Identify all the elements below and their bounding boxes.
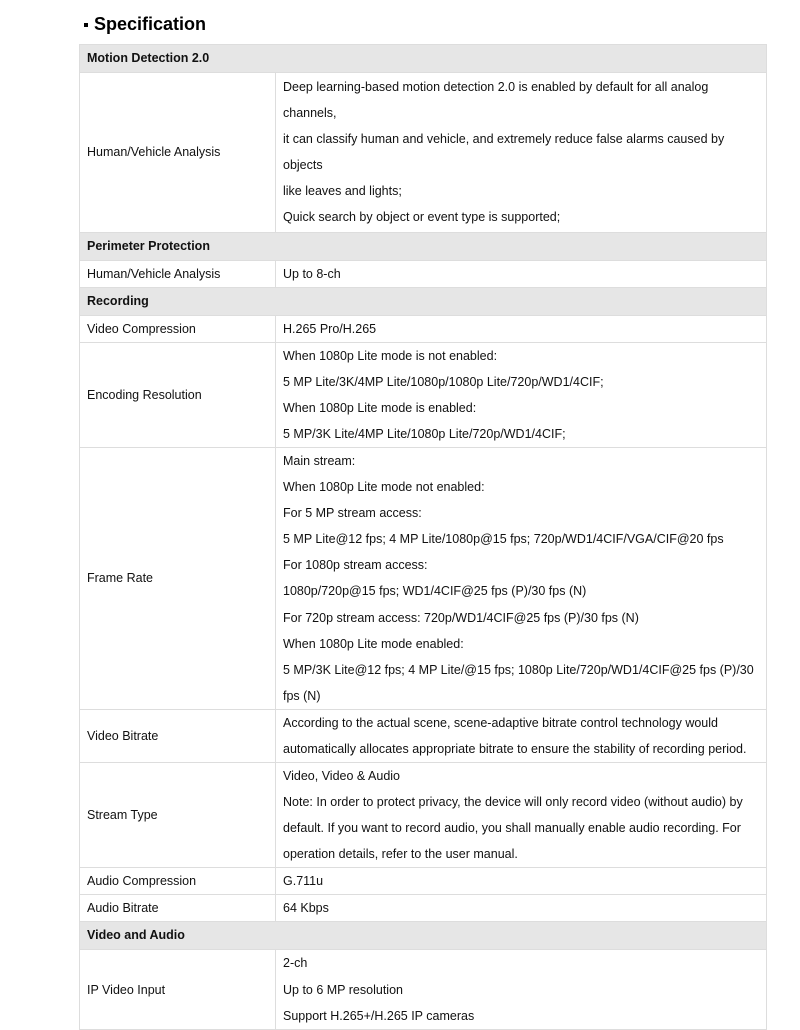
value-line: 5 MP Lite@12 fps; 4 MP Lite/1080p@15 fps; 720p/WD1/4CIF/VGA/CIF@20 fps bbox=[283, 532, 724, 547]
table-row bbox=[80, 73, 767, 233]
value-line: 5 MP/3K Lite@12 fps; 4 MP Lite/@15 fps; 1080p Lite/720p/WD1/4CIF@25 fps (P)/30 bbox=[283, 662, 754, 677]
row-label: Encoding Resolution bbox=[80, 342, 276, 447]
row-label: Human/Vehicle Analysis bbox=[80, 73, 276, 233]
row-value: 64 Kbps bbox=[276, 895, 767, 922]
section-row-recording bbox=[80, 287, 767, 315]
row-label: Audio Compression bbox=[80, 868, 276, 895]
table-row bbox=[80, 868, 767, 895]
value-line: For 1080p stream access: bbox=[283, 558, 428, 573]
table-row bbox=[80, 315, 767, 342]
value-line: Video, Video & Audio bbox=[283, 769, 400, 784]
value-line: 5 MP/3K Lite/4MP Lite/1080p Lite/720p/WD1/4CIF; bbox=[283, 426, 566, 441]
value-line: like leaves and lights; bbox=[283, 184, 402, 199]
value-line: For 5 MP stream access: bbox=[283, 506, 422, 521]
row-label: Video Bitrate bbox=[80, 709, 276, 762]
table-row bbox=[80, 950, 767, 1029]
value-line: When 1080p Lite mode is not enabled: bbox=[283, 348, 498, 363]
bullet-icon bbox=[84, 23, 88, 27]
row-value bbox=[276, 950, 767, 1029]
row-label: IP Video Input bbox=[80, 950, 276, 1029]
value-line: fps (N) bbox=[283, 688, 321, 703]
table-row bbox=[80, 763, 767, 868]
value-line: Quick search by object or event type is supported; bbox=[283, 210, 561, 225]
row-value bbox=[276, 342, 767, 447]
value-line: Note: In order to protect privacy, the device will only record video (without audio) by bbox=[283, 795, 743, 810]
value-line: For 720p stream access: 720p/WD1/4CIF@25 fps (P)/30 fps (N) bbox=[283, 610, 639, 625]
value-line: 2-ch bbox=[283, 956, 308, 971]
value-line: Up to 6 MP resolution bbox=[283, 982, 403, 997]
row-label: Video Compression bbox=[80, 315, 276, 342]
value-line: Deep learning-based motion detection 2.0 is enabled by default for all analog channels, bbox=[283, 80, 709, 121]
table-row bbox=[80, 447, 767, 709]
section-row-motion-detection bbox=[80, 45, 767, 73]
row-label: Frame Rate bbox=[80, 447, 276, 709]
row-value: G.711u bbox=[276, 868, 767, 895]
value-line: default. If you want to record audio, you shall manually enable audio recording. For bbox=[283, 821, 741, 836]
value-line: When 1080p Lite mode enabled: bbox=[283, 636, 464, 651]
row-label: Stream Type bbox=[80, 763, 276, 868]
value-line: According to the actual scene, scene-adaptive bitrate control technology would bbox=[283, 715, 718, 730]
value-line: Support H.265+/H.265 IP cameras bbox=[283, 1008, 475, 1023]
row-label: Audio Bitrate bbox=[80, 895, 276, 922]
value-line: it can classify human and vehicle, and extremely reduce false alarms caused by objects bbox=[283, 132, 725, 173]
row-label: Human/Vehicle Analysis bbox=[80, 260, 276, 287]
table-row bbox=[80, 709, 767, 762]
specification-table bbox=[79, 44, 767, 1030]
value-line: automatically allocates appropriate bitrate to ensure the stability of recording period. bbox=[283, 741, 747, 756]
row-value: H.265 Pro/H.265 bbox=[276, 315, 767, 342]
table-row bbox=[80, 260, 767, 287]
value-line: When 1080p Lite mode not enabled: bbox=[283, 480, 485, 495]
value-line: Main stream: bbox=[283, 453, 356, 468]
section-row-perimeter-protection bbox=[80, 232, 767, 260]
row-value bbox=[276, 763, 767, 868]
row-value: Up to 8-ch bbox=[276, 260, 767, 287]
section-title: Motion Detection 2.0 bbox=[80, 45, 767, 73]
section-row-video-and-audio bbox=[80, 922, 767, 950]
row-value bbox=[276, 73, 767, 233]
page-title bbox=[84, 11, 206, 37]
section-title: Perimeter Protection bbox=[80, 232, 767, 260]
row-value bbox=[276, 447, 767, 709]
page-title-text: Specification bbox=[94, 13, 207, 34]
table-row bbox=[80, 895, 767, 922]
table-row bbox=[80, 342, 767, 447]
value-line: operation details, refer to the user manual. bbox=[283, 847, 518, 862]
value-line: When 1080p Lite mode is enabled: bbox=[283, 400, 477, 415]
value-line: 1080p/720p@15 fps; WD1/4CIF@25 fps (P)/30 fps (N) bbox=[283, 584, 587, 599]
section-title: Recording bbox=[80, 287, 767, 315]
section-title: Video and Audio bbox=[80, 922, 767, 950]
row-value bbox=[276, 709, 767, 762]
value-line: 5 MP Lite/3K/4MP Lite/1080p/1080p Lite/720p/WD1/4CIF; bbox=[283, 374, 604, 389]
